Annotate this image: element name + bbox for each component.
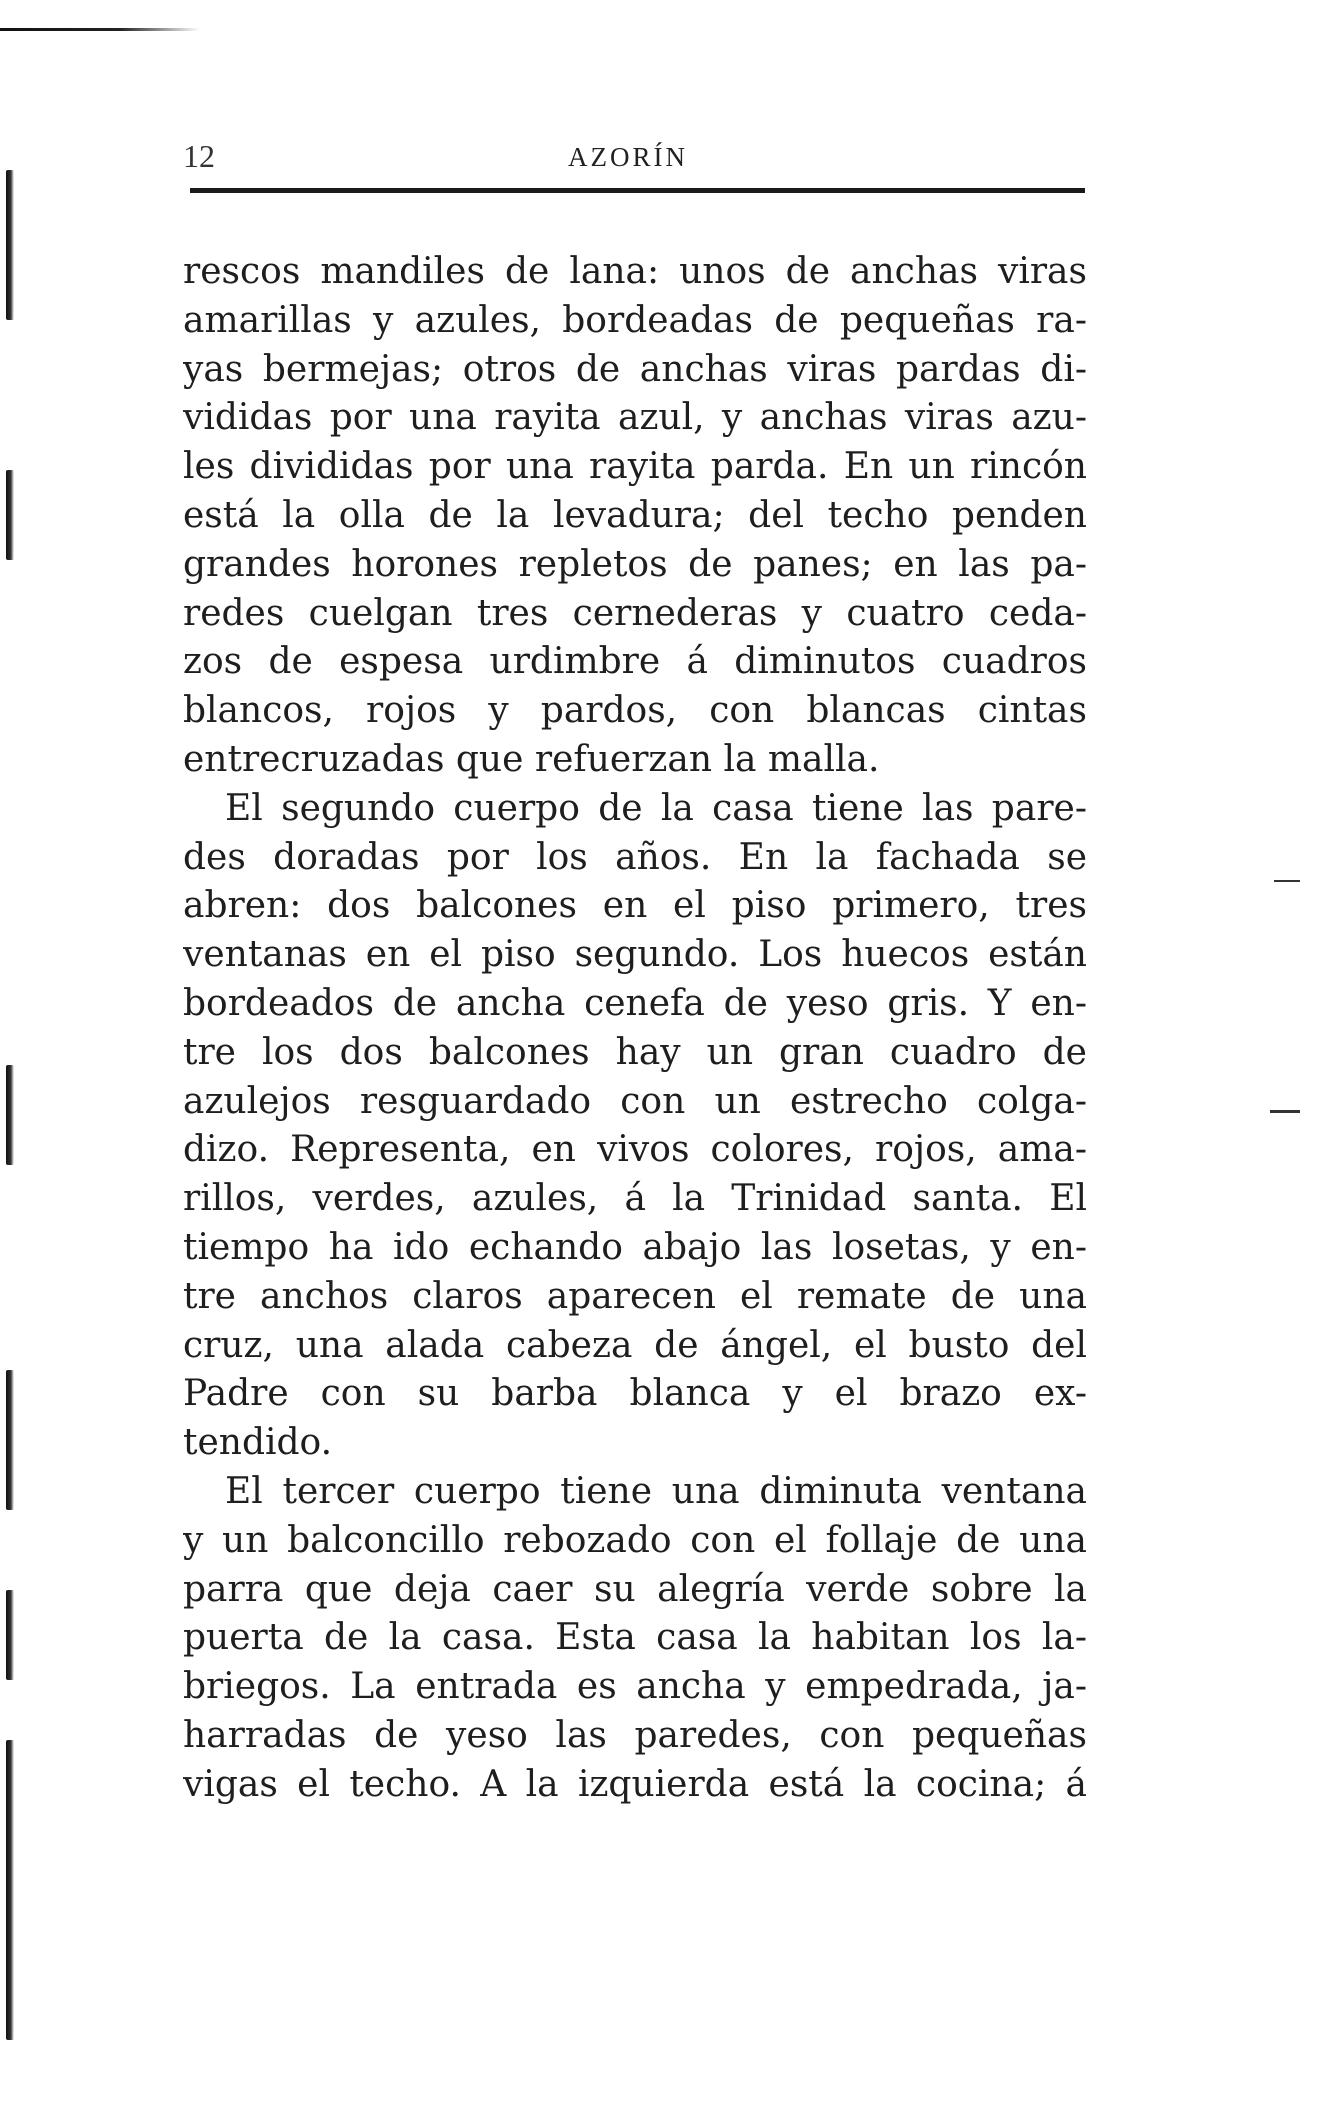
text-line: dizo. Representa, en vivos colores, rojos, ama- <box>183 1129 1087 1171</box>
binding-shadow-mark <box>6 170 14 320</box>
text-line: zos de espesa urdimbre á diminutos cuadros <box>183 641 1087 683</box>
binding-shadow-mark <box>6 1370 14 1510</box>
binding-shadow-mark <box>6 1590 14 1680</box>
text-line: El segundo cuerpo de la casa tiene las pare- <box>225 787 1087 829</box>
text-line: cruz, una alada cabeza de ángel, el busto del <box>183 1324 1087 1366</box>
header-rule <box>190 188 1085 193</box>
text-line: vigas el techo. A la izquierda está la cocina; á <box>183 1763 1087 1805</box>
text-line: blancos, rojos y pardos, con blancas cintas <box>183 690 1087 732</box>
running-head: AZORÍN <box>568 142 688 172</box>
text-line: tendido. <box>183 1422 333 1464</box>
text-line: harradas de yeso las paredes, con pequeñas <box>183 1714 1087 1756</box>
text-line: rillos, verdes, azules, á la Trinidad santa. El <box>183 1178 1087 1220</box>
text-line: abren: dos balcones en el piso primero, tres <box>183 885 1087 927</box>
text-line: azulejos resguardado con un estrecho colga- <box>183 1080 1087 1122</box>
text-line: vididas por una rayita azul, y anchas viras azu- <box>183 397 1087 439</box>
text-line: redes cuelgan tres cernederas y cuatro ceda- <box>183 592 1087 634</box>
text-line: les divididas por una rayita parda. En un rincón <box>183 446 1087 488</box>
page-header <box>183 138 1085 182</box>
text-line: rescos mandiles de lana: unos de anchas viras <box>183 251 1087 292</box>
text-line: tre anchos claros aparecen el remate de una <box>183 1275 1087 1317</box>
text-line: y un balconcillo rebozado con el follaje de una <box>183 1519 1087 1561</box>
text-line: tiempo ha ido echando abajo las losetas, y en- <box>183 1226 1087 1268</box>
binding-shadow-mark <box>6 1740 14 2040</box>
text-line: des doradas por los años. En la fachada se <box>183 836 1087 878</box>
text-line: El tercer cuerpo tiene una diminuta ventana <box>225 1470 1087 1512</box>
text-line: parra que deja caer su alegría verde sobre la <box>183 1568 1087 1610</box>
text-line: puerta de la casa. Esta casa la habitan los la- <box>183 1617 1087 1659</box>
margin-scan-tick <box>1270 1110 1300 1113</box>
text-line: yas bermejas; otros de anchas viras pardas di- <box>183 348 1087 390</box>
text-line: tre los dos balcones hay un gran cuadro de <box>183 1031 1087 1073</box>
text-line: amarillas y azules, bordeadas de pequeñas ra- <box>183 299 1087 341</box>
text-line: briegos. La entrada es ancha y empedrada, ja- <box>183 1666 1087 1708</box>
text-line: bordeados de ancha cenefa de yeso gris. Y en- <box>183 982 1087 1024</box>
text-line: entrecruzadas que refuerzan la malla. <box>183 738 880 780</box>
text-line: Padre con su barba blanca y el brazo ex- <box>183 1373 1087 1415</box>
text-line: grandes horones repletos de panes; en las pa- <box>183 543 1087 585</box>
text-line: está la olla de la levadura; del techo penden <box>183 494 1087 536</box>
scan-edge-mark <box>0 28 200 31</box>
binding-shadow-mark <box>6 1065 14 1165</box>
binding-shadow-mark <box>6 470 14 560</box>
body-text <box>183 248 1087 1810</box>
text-line: ventanas en el piso segundo. Los huecos están <box>183 934 1087 976</box>
margin-scan-tick <box>1274 880 1300 882</box>
page-number: 12 <box>183 138 215 174</box>
